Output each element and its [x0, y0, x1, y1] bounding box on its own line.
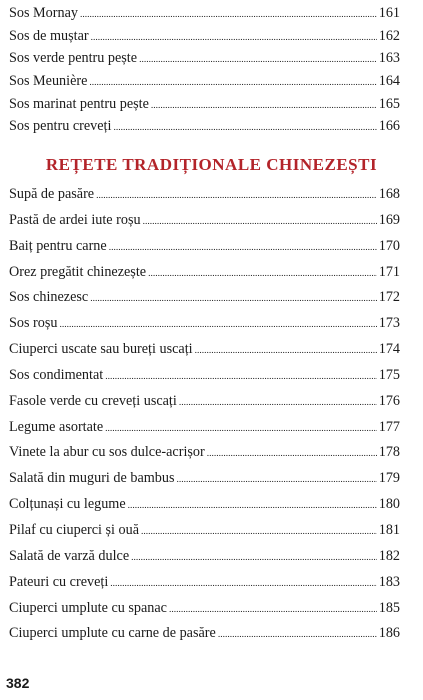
toc-entry-title: Sos marinat pentru pește [9, 95, 149, 112]
toc-entry-page: 172 [378, 289, 400, 306]
toc-entry-title: Ciuperci umplute cu carne de pasăre [9, 625, 216, 642]
toc-entry-page: 170 [378, 237, 400, 254]
toc-entry-page: 175 [378, 366, 400, 383]
page-number: 382 [6, 675, 30, 691]
toc-entry-title: Sos Mornay [9, 5, 78, 21]
toc-entry [9, 116, 400, 139]
toc-entry-page: 166 [378, 118, 400, 135]
toc-entry [9, 71, 400, 94]
toc-entry-title: Ciuperci umplute cu spanac [9, 599, 167, 616]
toc-entry-title: Sos roșu [9, 315, 58, 332]
toc-entry-page: 168 [378, 186, 400, 202]
toc-leader-dots [105, 365, 377, 385]
toc-list-sauces [9, 3, 400, 139]
toc-leader-dots [143, 210, 377, 230]
toc-leader-dots [96, 184, 377, 204]
toc-entry-title: Sos chinezesc [9, 289, 89, 306]
toc-entry [9, 210, 400, 236]
toc-entry-page: 164 [378, 73, 400, 90]
toc-entry-title: Sos pentru creveți [9, 118, 112, 135]
toc-entry-page: 186 [378, 625, 400, 642]
toc-entry-page: 179 [378, 470, 400, 487]
toc-leader-dots [177, 468, 377, 488]
toc-entry-title: Pastă de ardei iute roșu [9, 211, 141, 228]
toc-entry [9, 48, 400, 71]
toc-entry [9, 520, 400, 546]
toc-entry [9, 546, 400, 572]
toc-leader-dots [169, 598, 377, 618]
toc-entry-title: Sos verde pentru pește [9, 50, 138, 67]
toc-entry [9, 391, 400, 417]
toc-entry-page: 173 [378, 315, 400, 332]
toc-entry-title: Colțunași cu legume [9, 496, 126, 513]
toc-entry-page: 177 [378, 418, 400, 435]
toc-leader-dots [90, 287, 377, 307]
toc-leader-dots [207, 442, 377, 462]
toc-entry-page: 165 [378, 95, 400, 112]
toc-leader-dots [113, 116, 376, 136]
toc-leader-dots [105, 417, 377, 437]
toc-entry [9, 236, 400, 262]
toc-entry [9, 3, 400, 26]
toc-entry-title: Sos Meunière [9, 73, 88, 90]
toc-entry-page: 174 [378, 341, 400, 358]
toc-leader-dots [148, 262, 377, 282]
toc-entry-page: 185 [378, 599, 400, 616]
toc-leader-dots [141, 520, 377, 540]
toc-entry-page: 169 [378, 211, 400, 228]
toc-entry [9, 26, 400, 49]
toc-entry-title: Orez pregătit chinezește [9, 263, 147, 280]
toc-entry [9, 339, 400, 365]
toc-leader-dots [179, 391, 377, 411]
toc-entry [9, 417, 400, 443]
toc-entry-title: Sos de muștar [9, 27, 89, 44]
toc-entry [9, 468, 400, 494]
toc-entry-title: Pateuri cu creveți [9, 573, 109, 590]
toc-entry-page: 183 [378, 573, 400, 590]
toc-leader-dots [151, 94, 377, 114]
toc-entry-page: 180 [378, 496, 400, 513]
toc-entry-title: Legume asortate [9, 418, 104, 435]
toc-entry-title: Baiț pentru carne [9, 237, 107, 254]
toc-leader-dots [139, 48, 377, 68]
toc-entry-page: 162 [378, 27, 400, 44]
toc-leader-dots [109, 236, 377, 256]
toc-entry-title: Pilaf cu ciuperci și ouă [9, 521, 140, 538]
toc-entry-page: 171 [378, 263, 400, 280]
toc-entry [9, 442, 400, 468]
toc-entry-title: Sos condimentat [9, 366, 104, 383]
toc-entry-title: Supă de pasăre [9, 186, 95, 202]
toc-entry-page: 161 [378, 5, 400, 21]
toc-leader-dots [91, 26, 377, 46]
toc-leader-dots [60, 313, 377, 333]
toc-entry [9, 572, 400, 598]
toc-leader-dots [131, 546, 377, 566]
toc-entry-page: 182 [378, 547, 400, 564]
toc-entry [9, 184, 400, 210]
toc-entry-page: 163 [378, 50, 400, 67]
toc-entry-title: Vinete la abur cu sos dulce-acrișor [9, 444, 205, 461]
toc-leader-dots [218, 623, 377, 643]
toc-entry-page: 178 [378, 444, 400, 461]
toc-entry-title: Salată din muguri de bambus [9, 470, 175, 487]
toc-entry [9, 623, 400, 649]
toc-entry [9, 598, 400, 624]
toc-list-chinese-recipes [9, 184, 400, 649]
toc-entry-page: 181 [378, 521, 400, 538]
section-heading: REȚETE TRADIȚIONALE CHINEZEȘTI [45, 155, 378, 174]
toc-entry [9, 313, 400, 339]
toc-leader-dots [128, 494, 377, 514]
toc-entry-title: Salată de varză dulce [9, 547, 130, 564]
toc-entry [9, 287, 400, 313]
toc-entry-title: Fasole verde cu creveți uscați [9, 392, 177, 409]
toc-entry [9, 494, 400, 520]
toc-entry-page: 176 [378, 392, 400, 409]
toc-entry [9, 94, 400, 117]
toc-entry [9, 262, 400, 288]
toc-leader-dots [195, 339, 377, 359]
toc-leader-dots [110, 572, 376, 592]
toc-leader-dots [89, 71, 376, 91]
toc-entry-title: Ciuperci uscate sau bureți uscați [9, 341, 193, 358]
toc-leader-dots [80, 3, 377, 23]
toc-entry [9, 365, 400, 391]
